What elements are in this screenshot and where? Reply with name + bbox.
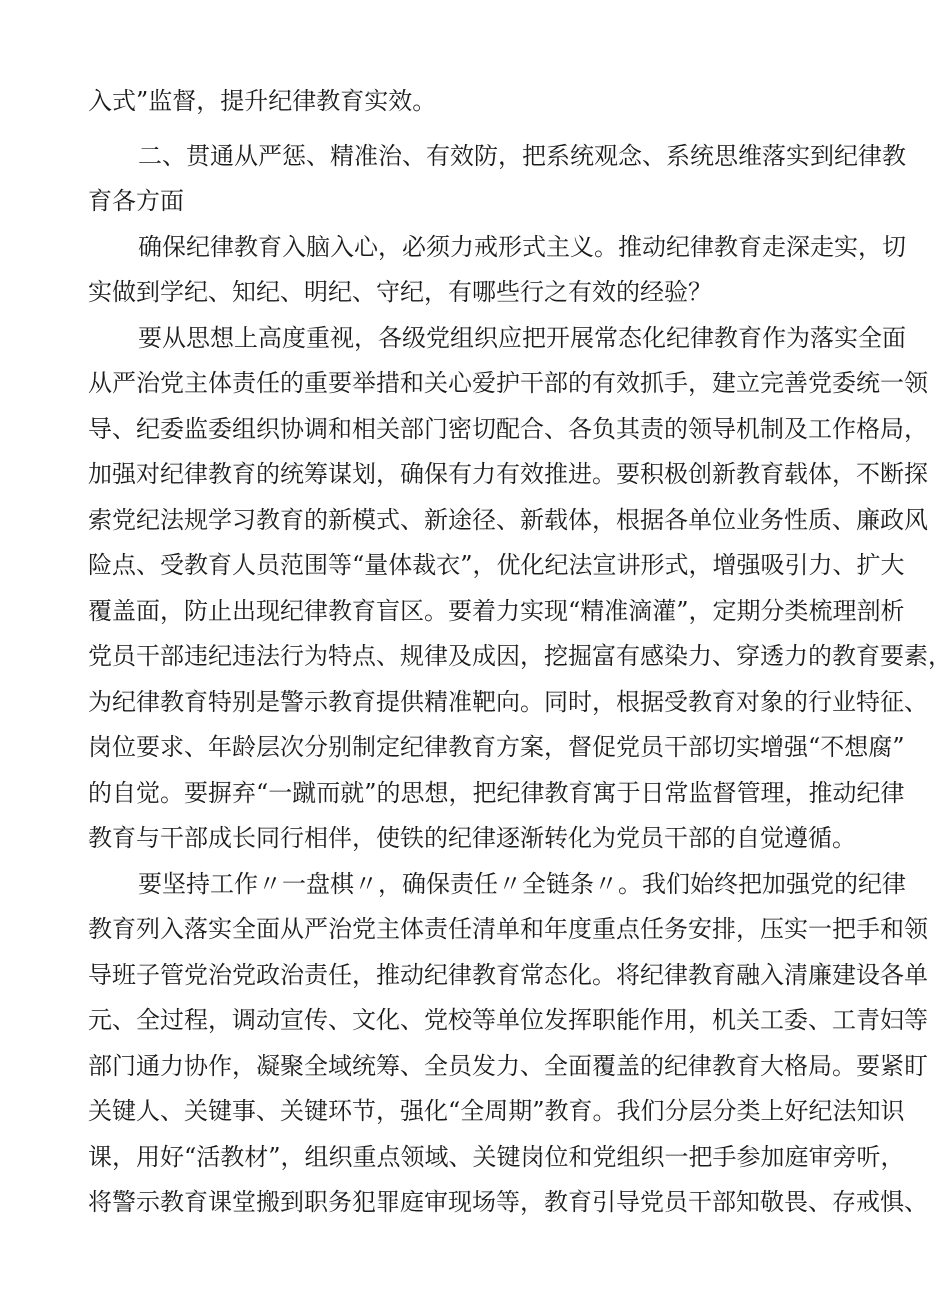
text-line: 确保纪律教育入脑入心，必须力戒形式主义。推动纪律教育走深走实，切 <box>138 233 906 261</box>
text-line: 导、纪委监委组织协调和相关部门密切配合、各负其责的领导机制及工作格局， <box>88 415 928 443</box>
section-heading-line: 育各方面 <box>88 187 184 215</box>
section-heading-line: 二、贯通从严惩、精准治、有效防，把系统观念、系统思维落实到纪律教 <box>138 142 906 170</box>
text-line: 覆盖面，防止出现纪律教育盲区。要着力实现“精准滴灌”，定期分类梳理剖析 <box>88 597 905 625</box>
text-line: 入式”监督，提升纪律教育实效。 <box>88 87 437 115</box>
text-line: 为纪律教育特别是警示教育提供精准靶向。同时，根据受教育对象的行业特征、 <box>88 688 928 716</box>
text-line: 从严治党主体责任的重要举措和关心爱护干部的有效抓手，建立完善党委统一领 <box>88 369 928 397</box>
text-line: 的自觉。要摒弃“一蹴而就”的思想，把纪律教育寓于日常监督管理，推动纪律 <box>88 779 905 807</box>
text-line: 加强对纪律教育的统筹谋划，确保有力有效推进。要积极创新教育载体，不断探 <box>88 460 928 488</box>
text-line: 教育与干部成长同行相伴，使铁的纪律逐渐转化为党员干部的自觉遵循。 <box>88 824 856 852</box>
text-line: 教育列入落实全面从严治党主体责任清单和年度重点任务安排，压实一把手和领 <box>88 915 928 943</box>
text-line: 要从思想上高度重视，各级党组织应把开展常态化纪律教育作为落实全面 <box>138 324 906 352</box>
text-line: 索党纪法规学习教育的新模式、新途径、新载体，根据各单位业务性质、廉政风 <box>88 506 928 534</box>
text-line: 课，用好“活教材”，组织重点领域、关键岗位和党组织一把手参加庭审旁听， <box>88 1143 905 1171</box>
text-line: 关键人、关键事、关键环节，强化“全周期”教育。我们分层分类上好纪法知识 <box>88 1097 905 1125</box>
text-line: 岗位要求、年龄层次分别制定纪律教育方案，督促党员干部切实增强“不想腐” <box>88 733 905 761</box>
text-line: 险点、受教育人员范围等“量体裁衣”，优化纪法宣讲形式，增强吸引力、扩大 <box>88 551 905 579</box>
text-line: 要坚持工作〃一盘棋〃，确保责任〃全链条〃。我们始终把加强党的纪律 <box>138 870 906 898</box>
text-line: 元、全过程，调动宣传、文化、党校等单位发挥职能作用，机关工委、工青妇等 <box>88 1006 928 1034</box>
text-line: 党员干部违纪违法行为特点、规律及成因，挖掘富有感染力、穿透力的教育要素， <box>88 642 952 670</box>
text-line: 将警示教育课堂搬到职务犯罪庭审现场等，教育引导党员干部知敬畏、存戒惧、 <box>88 1188 928 1216</box>
text-line: 部门通力协作，凝聚全域统筹、全员发力、全面覆盖的纪律教育大格局。要紧盯 <box>88 1052 928 1080</box>
text-line: 导班子管党治党政治责任，推动纪律教育常态化。将纪律教育融入清廉建设各单 <box>88 961 928 989</box>
text-line: 实做到学纪、知纪、明纪、守纪，有哪些行之有效的经验？ <box>88 278 712 306</box>
